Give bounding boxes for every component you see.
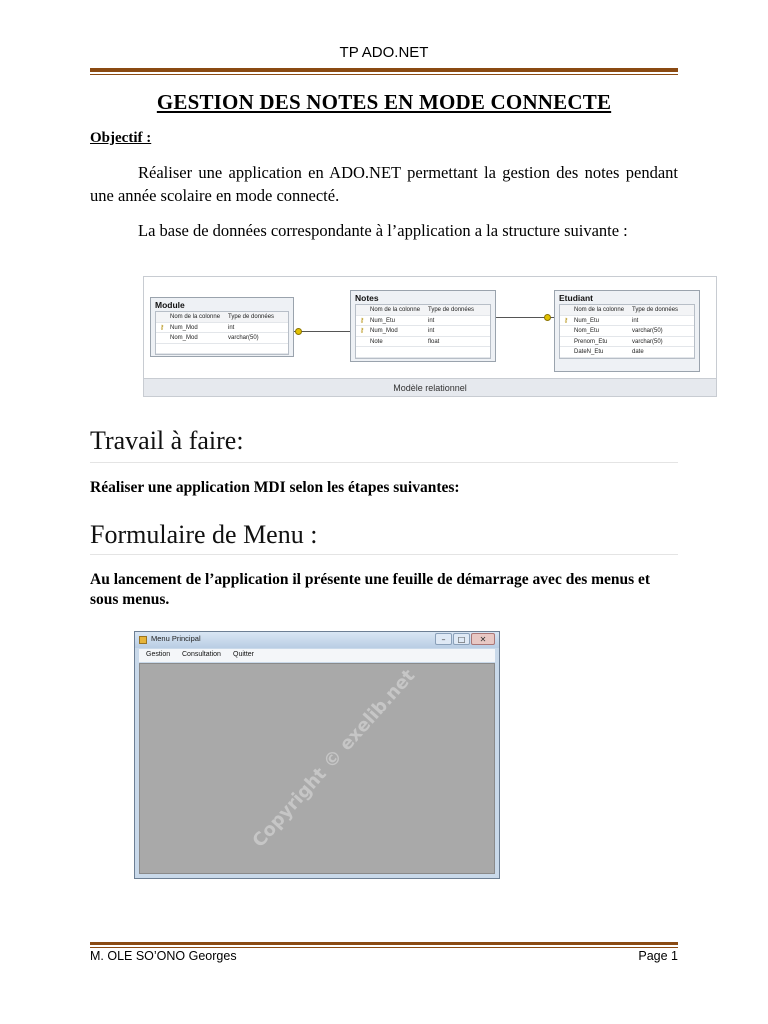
table-title: Module xyxy=(155,300,185,310)
column-type: varchar(50) xyxy=(632,328,663,334)
relation-key-end-icon xyxy=(295,328,302,335)
column-type: int xyxy=(428,317,435,324)
footer-page-number: Page 1 xyxy=(638,949,678,963)
table-columns xyxy=(559,304,695,359)
footer-author: M. OLE SO’ONO Georges xyxy=(90,949,237,963)
key-column-header xyxy=(560,305,572,315)
column-name: Note xyxy=(370,338,383,345)
menu-principal-window xyxy=(134,631,500,879)
column-name: Prenom_Etu xyxy=(574,338,608,345)
table-row xyxy=(560,316,694,327)
column-type: int xyxy=(428,328,435,334)
column-name-header: Nom de la colonne xyxy=(370,307,421,313)
table-columns xyxy=(155,311,289,355)
app-icon xyxy=(139,636,147,644)
table-title: Notes xyxy=(355,293,379,303)
table-module xyxy=(150,297,294,357)
diagram-canvas xyxy=(144,277,716,378)
column-type-header: Type de données xyxy=(428,307,475,313)
primary-key-icon: ⚷ xyxy=(359,317,365,324)
column-type: int xyxy=(228,324,235,331)
footer-rule xyxy=(90,942,678,945)
table-header-row xyxy=(156,312,288,323)
table-row xyxy=(560,347,694,358)
column-type: varchar(50) xyxy=(632,338,663,345)
column-name: Num_Mod xyxy=(370,328,398,334)
column-name: Num_Etu xyxy=(370,317,396,324)
page-header-title: TP ADO.NET xyxy=(339,44,429,61)
table-header-row xyxy=(560,305,694,316)
instruction-text: Réaliser une application MDI selon les étapes suivantes: xyxy=(90,479,460,496)
table-columns xyxy=(355,304,491,359)
table-row xyxy=(156,333,288,344)
header-rule xyxy=(90,68,678,72)
relational-model-diagram xyxy=(143,276,717,397)
row-marker xyxy=(560,347,572,357)
section-title-travail: Travail à faire: xyxy=(90,426,244,455)
column-name: Nom_Etu xyxy=(574,328,600,334)
column-name: DateN_Etu xyxy=(574,349,604,355)
paragraph-structure: La base de données correspondante à l’application a la structure suivante : xyxy=(138,221,628,240)
column-type: int xyxy=(632,317,639,324)
paragraph-objective: Réaliser une application en ADO.NET permettant la gestion des notes pendant une année scolaire en mode connecté. xyxy=(90,163,678,205)
document-title: GESTION DES NOTES EN MODE CONNECTE xyxy=(156,90,612,114)
key-column-header xyxy=(156,312,168,322)
column-name: Num_Etu xyxy=(574,317,600,324)
table-row xyxy=(560,337,694,348)
table-notes xyxy=(350,290,496,362)
empty-row xyxy=(156,344,288,355)
relation-key-end-icon xyxy=(544,314,551,321)
table-row xyxy=(560,326,694,337)
column-type: varchar(50) xyxy=(228,335,259,341)
table-row xyxy=(356,326,490,337)
column-type: date xyxy=(632,349,644,355)
table-title: Etudiant xyxy=(559,293,593,303)
copyright-watermark: Copyright © exelib.net xyxy=(248,665,420,852)
primary-key-icon: ⚷ xyxy=(159,324,165,331)
column-name: Nom_Mod xyxy=(170,335,198,341)
footer-rule-thin xyxy=(90,947,678,948)
close-button[interactable]: ✕ xyxy=(471,633,495,645)
window-titlebar[interactable] xyxy=(135,632,499,648)
section-rule xyxy=(90,554,678,555)
table-header-row xyxy=(356,305,490,316)
key-column-header xyxy=(356,305,368,315)
column-name-header: Nom de la colonne xyxy=(574,307,625,313)
table-row xyxy=(356,337,490,348)
row-marker xyxy=(560,337,572,347)
diagram-caption: Modèle relationnel xyxy=(144,378,716,396)
section-title-menu: Formulaire de Menu : xyxy=(90,520,318,549)
row-marker xyxy=(156,333,168,343)
column-type-header: Type de données xyxy=(228,314,275,320)
minimize-button[interactable]: – xyxy=(435,633,452,645)
row-marker xyxy=(356,337,368,347)
objectif-label: Objectif : xyxy=(90,130,152,146)
window-title: Menu Principal xyxy=(151,634,201,643)
column-type-header: Type de données xyxy=(632,307,679,313)
relation-line-module-notes xyxy=(294,331,350,332)
header-rule-thin xyxy=(90,74,678,75)
row-marker xyxy=(560,326,572,336)
menu-description-text: Au lancement de l’application il présente une feuille de démarrage avec des menus et sous menus. xyxy=(90,571,651,608)
column-name-header: Nom de la colonne xyxy=(170,314,221,320)
menu-bar xyxy=(139,649,495,662)
column-name: Num_Mod xyxy=(170,324,198,331)
table-etudiant xyxy=(554,290,700,372)
menu-consultation[interactable]: Consultation xyxy=(182,651,221,658)
mdi-client-area xyxy=(139,663,495,874)
section-rule xyxy=(90,462,678,463)
table-row xyxy=(156,323,288,334)
menu-quitter[interactable]: Quitter xyxy=(233,651,255,658)
empty-row xyxy=(356,347,490,358)
table-row xyxy=(356,316,490,327)
menu-gestion[interactable]: Gestion xyxy=(146,651,171,658)
maximize-button[interactable]: □ xyxy=(453,633,470,645)
column-type: float xyxy=(428,338,440,345)
primary-key-icon: ⚷ xyxy=(359,328,365,334)
primary-key-icon: ⚷ xyxy=(563,317,569,324)
